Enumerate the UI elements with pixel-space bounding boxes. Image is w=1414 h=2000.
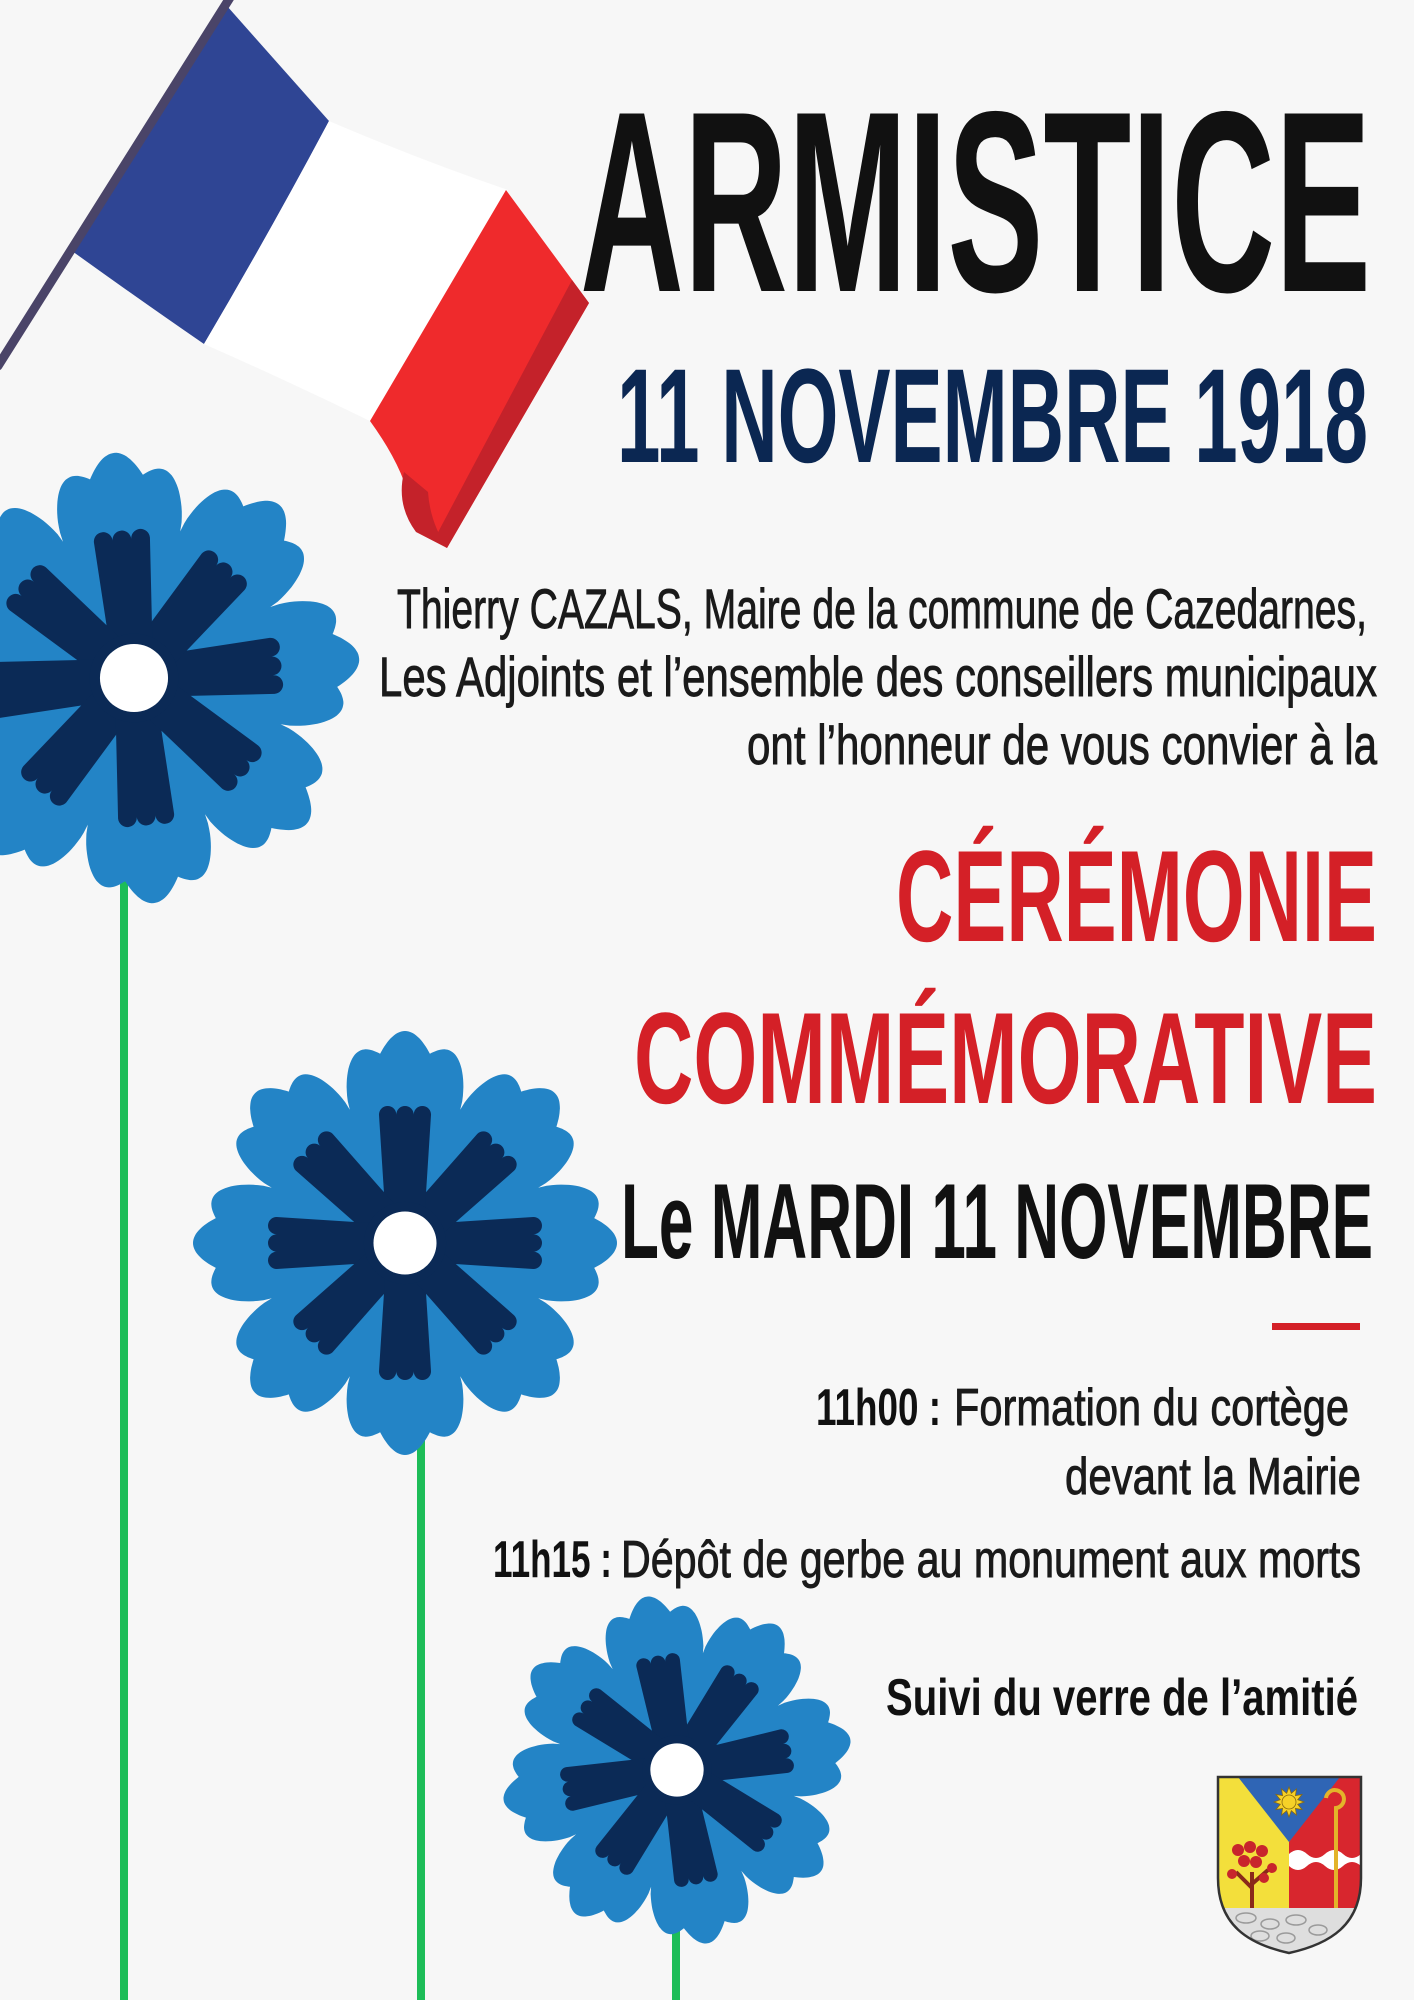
- historic-date: 11 NOVEMBRE 1918: [617, 342, 1368, 491]
- cornflower-center: [650, 1743, 703, 1796]
- event-date: Le MARDI 11 NOVEMBRE: [621, 1161, 1373, 1281]
- schedule-description: Dépôt de gerbe au monument aux morts: [621, 1531, 1361, 1589]
- divider: [1272, 1323, 1360, 1330]
- event-title-line: CÉRÉMONIE: [896, 823, 1377, 969]
- schedule-time: 11h15 :: [493, 1531, 612, 1589]
- event-title-line: COMMÉMORATIVE: [634, 985, 1377, 1131]
- cornflower-icon: [193, 1031, 617, 1455]
- schedule-description: devant la Mairie: [1065, 1448, 1361, 1506]
- schedule-time: 11h00 :: [816, 1379, 941, 1437]
- poster-title: ARMISTICE: [580, 57, 1371, 346]
- cornflower-center: [373, 1211, 436, 1274]
- flower-stem: [120, 850, 128, 2000]
- cornflower-star: [268, 1106, 542, 1380]
- schedule-description: Formation du cortège: [954, 1379, 1349, 1437]
- invitation-line: Les Adjoints et l’ensemble des conseillers municipaux: [379, 645, 1377, 708]
- invitation-line: ont l’honneur de vous convier à la: [747, 713, 1378, 776]
- cornflower-center: [100, 644, 168, 712]
- closing-note: Suivi du verre de l’amitié: [886, 1669, 1358, 1727]
- sun-disc: [1282, 1795, 1296, 1809]
- flower-stem: [672, 1930, 680, 2000]
- flower-stem: [417, 1440, 425, 2000]
- schedule-item: [493, 1531, 1361, 1589]
- invitation-line: Thierry CAZALS, Maire de la commune de Cazedarnes,: [397, 577, 1367, 640]
